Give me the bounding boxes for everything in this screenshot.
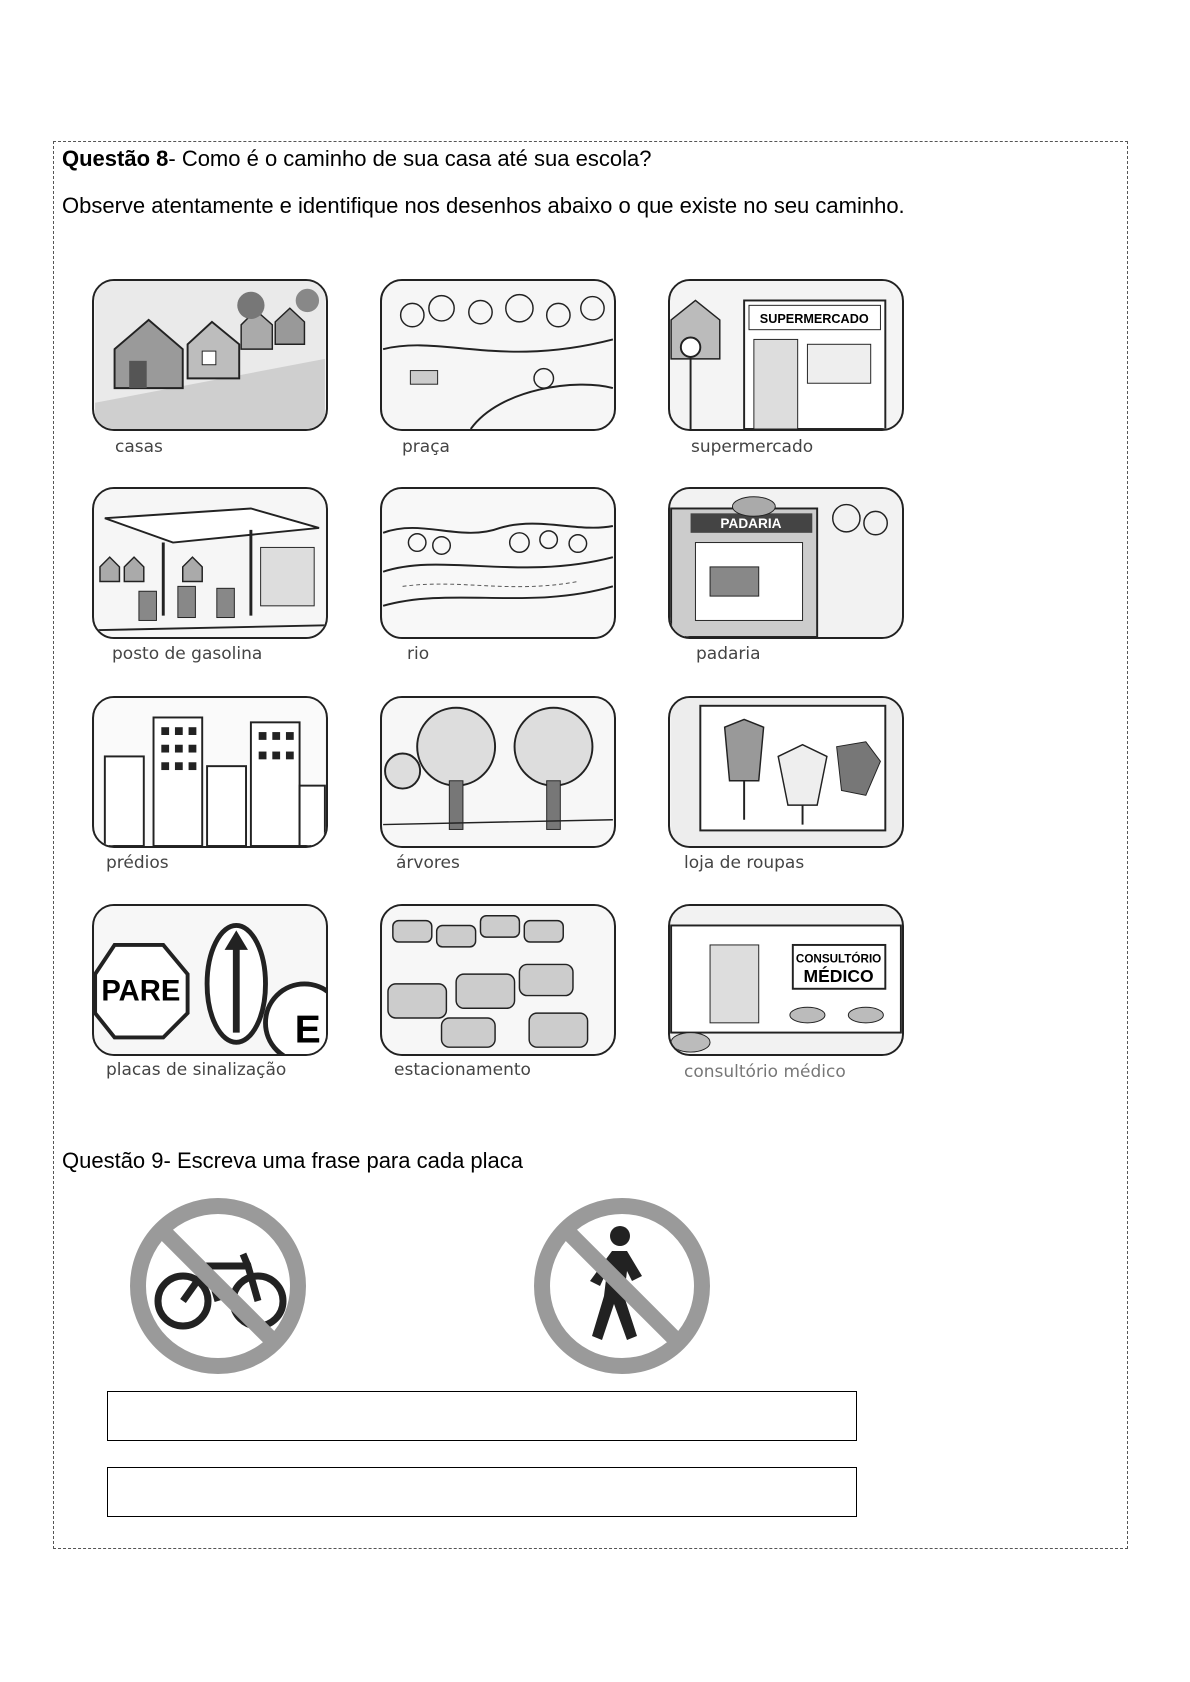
doctor-sign-text-1: CONSULTÓRIO (795, 952, 882, 966)
caption-estacionamento: estacionamento (394, 1060, 531, 1080)
parking-lot-icon (380, 904, 616, 1056)
answer-box-1[interactable] (107, 1391, 857, 1441)
trees-icon (380, 696, 616, 848)
caption-placas-de-sinalizacao: placas de sinalização (106, 1060, 287, 1080)
pare-sign-text: PARE (101, 975, 181, 1008)
doctor-sign-text-2: MÉDICO (803, 965, 874, 986)
question-8-instruction: Observe atentamente e identifique nos desenhos abaixo o que existe no seu caminho. (62, 193, 905, 218)
no-pedestrians-icon (532, 1196, 712, 1376)
caption-supermercado: supermercado (691, 437, 814, 457)
answer-box-2[interactable] (107, 1467, 857, 1517)
caption-consultorio-medico: consultório médico (684, 1062, 846, 1082)
caption-arvores: árvores (396, 853, 460, 873)
clothing-store-icon (668, 696, 904, 848)
buildings-icon (92, 696, 328, 848)
gas-station-icon (92, 487, 328, 639)
caption-padaria: padaria (696, 644, 761, 664)
bakery-icon (668, 487, 904, 639)
doctor-office-icon (668, 904, 904, 1056)
river-icon (380, 487, 616, 639)
bakery-sign-text: PADARIA (720, 515, 782, 531)
caption-casas: casas (115, 437, 163, 457)
houses-icon (92, 279, 328, 431)
svg-text:E: E (294, 1008, 321, 1052)
caption-praca: praça (402, 437, 450, 457)
square-park-icon (380, 279, 616, 431)
caption-rio: rio (407, 644, 430, 664)
supermarket-sign-text: SUPERMERCADO (759, 311, 869, 326)
caption-loja-de-roupas: loja de roupas (684, 853, 805, 873)
question-8-heading: Questão 8- Como é o caminho de sua casa até sua escola? (62, 146, 652, 171)
no-bicycles-icon (128, 1196, 308, 1376)
supermarket-icon (668, 279, 904, 431)
traffic-signs-icon (92, 904, 328, 1056)
caption-posto-de-gasolina: posto de gasolina (112, 644, 263, 664)
question-9-heading: Questão 9- Escreva uma frase para cada placa (62, 1148, 524, 1173)
caption-predios: prédios (106, 853, 169, 873)
